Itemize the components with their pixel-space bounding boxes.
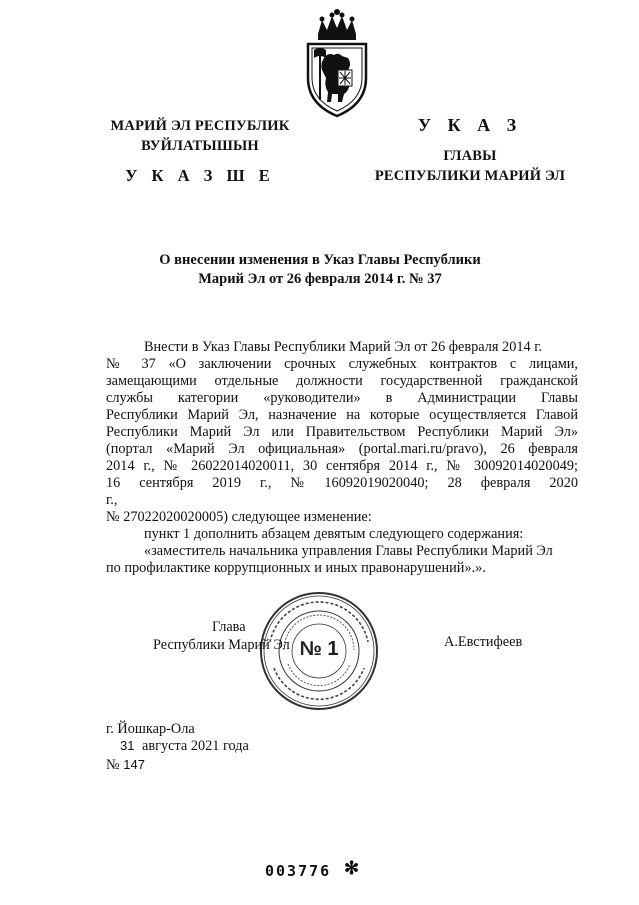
p1-line: № 37 «О заключении срочных служебных контрактов с лицами,: [106, 356, 578, 372]
footer-city: г. Йошкар-Ола: [106, 721, 195, 737]
title-line1: О внесении изменения в Указ Главы Республики: [159, 252, 481, 268]
serial-mark-icon: ✻: [344, 858, 360, 878]
header-right-line2: ГЛАВЫ: [443, 148, 497, 164]
p1-line: (портал «Марий Эл официальная» (portal.mari.ru/pravo), 26 февраля: [106, 441, 578, 457]
p3-line2: по профилактике коррупционных и иных правонарушений».».: [106, 560, 486, 576]
p1-line: 16 сентября 2019 г., № 16092019020040; 28 февраля 2020 г.,: [106, 475, 578, 508]
footer-number: [106, 757, 145, 774]
p1-line: 2014 г., № 26022014020011, 30 сентября 2014 г., № 30092014020049;: [106, 458, 578, 474]
header-left-line1: МАРИЙ ЭЛ РЕСПУБЛИК: [110, 118, 290, 134]
coat-of-arms-emblem: [298, 8, 376, 120]
paragraph-1: [106, 339, 578, 526]
p1-line: Республики Марий Эл, назначение на которые осуществляется Главой: [106, 407, 578, 423]
header-left-line3: У К А З Ш Е: [125, 166, 275, 185]
p1-line: Республики Марий Эл или Правительством Республики Марий Эл»: [106, 424, 578, 440]
p1-line: замещающими отдельные должности государственной гражданской: [106, 373, 578, 389]
document-body: [106, 339, 578, 577]
signature-name: А.Евстифеев: [444, 634, 523, 650]
header-right-line1: У К А З: [417, 115, 523, 135]
title-line2: Марий Эл от 26 февраля 2014 г. № 37: [198, 271, 442, 287]
p1-line-last: № 27022020020005) следующее изменение:: [106, 509, 372, 525]
signature-role-line2: Республики Марий Эл: [153, 637, 290, 653]
p3-line1: «заместитель начальника управления Главы Республики Марий Эл: [144, 543, 553, 559]
paragraph-3: [106, 543, 578, 577]
header-right-line3: РЕСПУБЛИКИ МАРИЙ ЭЛ: [374, 168, 566, 184]
signature-role-line1: Глава: [212, 619, 246, 635]
number-prefix: №: [106, 757, 120, 773]
date-rest: августа 2021 года: [142, 738, 249, 754]
header-left-line2: ВУЙЛАТЫШЫН: [141, 138, 259, 154]
p1-line: Внести в Указ Главы Республики Марий Эл от 26 февраля 2014 г.: [144, 339, 543, 355]
date-day: 31: [120, 738, 135, 753]
footer-date: [120, 738, 249, 755]
document-title: [90, 251, 550, 289]
blank-serial-number: 003776: [265, 862, 332, 880]
number-value: 147: [123, 757, 145, 772]
paragraph-2: пункт 1 дополнить абзацем девятым следующего содержания:: [144, 526, 524, 542]
seal-number: № 1: [299, 638, 339, 660]
p1-line: службы категории «руководители» в Администрации Главы: [106, 390, 578, 406]
